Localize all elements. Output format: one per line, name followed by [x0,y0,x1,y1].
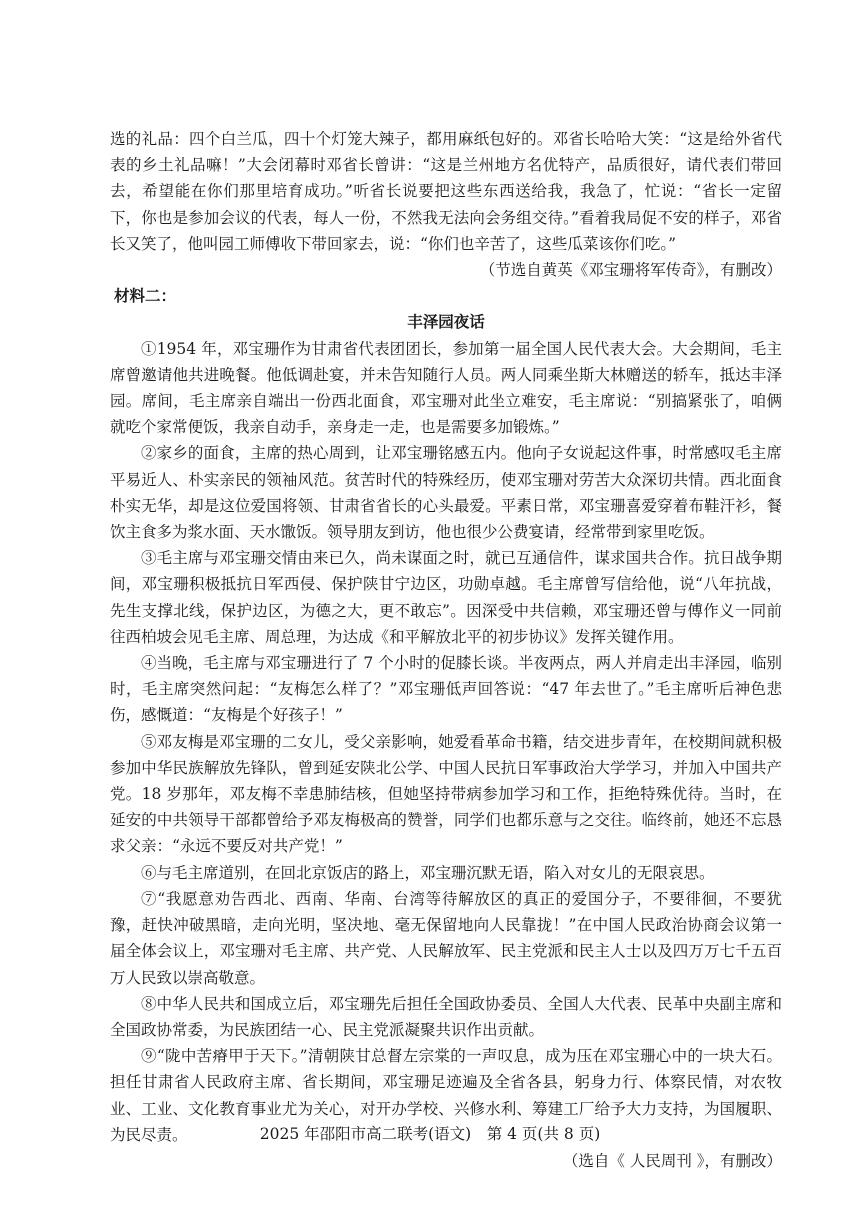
article-title: 丰泽园夜话 [407,313,485,332]
paragraph-9: ⑨“陇中苦瘠甲于天下。”清朝陕甘总督左宗棠的一声叹息，成为压在邓宝珊心中的一块大石。担任甘肃省人民政府主席、省长期间，邓宝珊足迹遍及全省各县，躬身力行、体察民情，对农牧业、工业、文化教育事业尤为关心，对开办学校、兴修水利、筹建工厂给予大力支持，为国履职、为民尽责。 [110,1047,782,1144]
paragraph-4: ④当晚，毛主席与邓宝珊进行了 7 个小时的促膝长谈。半夜两点，两人并肩走出丰泽园，临别时，毛主席突然问起：“友梅怎么样了？”邓宝珊低声回答说：“47 年去世了。”毛主席听后神色悲伤，感慨道：“友梅是个好孩子！” [110,654,782,725]
paragraph-2: ②家乡的面食，主席的热心周到，让邓宝珊铭感五内。他向子女说起这件事，时常感叹毛主席平易近人、朴实亲民的领袖风范。贫苦时代的特殊经历，使邓宝珊对劳苦大众深切共情。西北面食朴实无华，却是这位爱国将领、甘肃省省长的心头最爱。平素日常，邓宝珊喜爱穿着布鞋汗衫，餐饮主食多为浆水面、天水馓饭。领导朋友到访，他也很少公费宴请，经常带到家里吃饭。 [110,444,782,542]
source-citation-1: （节选自黄英《邓宝珊将军传奇》，有删改） [479,261,782,280]
material-2-label: 材料二： [114,287,177,306]
paragraph-7: ⑦“我愿意劝告西北、西南、华南、台湾等待解放区的真正的爱国分子，不要徘徊，不要犹豫，赶快冲破黑暗，走向光明，坚决地、毫无保留地向人民靠拢！”在中国人民政治协商会议第一届全体会议上，邓宝珊对毛主席、共产党、人民解放军、民主党派和民主人士以及四万万七千五百万人民致以崇高敬意。 [110,889,782,987]
paragraph-8: ⑧中华人民共和国成立后，邓宝珊先后担任全国政协委员、全国人大代表、民革中央副主席和全国政协常委，为民族团结一心、民主党派凝聚共识作出贡献。 [110,994,782,1039]
page-footer: 2025 年邵阳市高二联考(语文) 第 4 页(共 8 页) [259,1125,601,1143]
paragraph-1: ①1954 年，邓宝珊作为甘肃省代表团团长，参加第一届全国人民代表大会。大会期间，毛主席曾邀请他共进晚餐。他低调赴宴，并未告知随行人员。两人同乘坐斯大林赠送的轿车，抵达丰泽园。席间，毛主席亲自端出一份西北面食，邓宝珊对此坐立难安，毛主席说：“别搞紧张了，咱俩就吃个家常便饭，我亲自动手，亲身走一走，也是需要多加锻炼。” [110,339,782,437]
continuation-paragraph: 选的礼品：四个白兰瓜，四十个灯笼大辣子，都用麻纸包好的。邓省长哈哈大笑：“这是给外省代表的乡土礼品嘛！”大会闭幕时邓省长曾讲：“这是兰州地方名优特产，品质很好，请代表们带回去，希望能在你们那里培育成功。”听省长说要把这些东西送给我，我急了，忙说：“省长一定留下，你也是参加会议的代表，每人一份，不然我无法向会务组交待。”看着我局促不安的样子，邓省长又笑了，他叫园工师傅收下带回家去，说：“你们也辛苦了，这些瓜菜该你们吃。” [110,130,782,253]
paragraph-3: ③毛主席与邓宝珊交情由来已久，尚未谋面之时，就已互通信件，谋求国共合作。抗日战争期间，邓宝珊积极抵抗日军西侵、保护陕甘宁边区，功勋卓越。毛主席曾写信给他，说“八年抗战，先生支撑北线，保护边区，为德之大，更不敢忘”。因深受中共信赖，邓宝珊还曾与傅作义一同前往西柏坡会见毛主席、周总理，为达成《和平解放北平的初步协议》发挥关键作用。 [110,549,782,646]
paragraph-5: ⑤邓友梅是邓宝珊的二女儿，受父亲影响，她爱看革命书籍，结交进步青年，在校期间就积极参加中华民族解放先锋队，曾到延安陕北公学、中国人民抗日军事政治大学学习，并加入中国共产党。18 岁那年，邓友梅不幸患肺结核，但她坚持带病参加学习和工作，拒绝特殊优待。当时，在延安的中共领导干部都曾给予邓友梅极高的赞誉，同学们也都乐意与之交往。临终前，她还不忘恳求父亲：“永远不要反对共产党！” [110,732,782,856]
source-citation-2: （选自《 人民周刊 》，有删改） [562,1151,782,1170]
paragraph-6: ⑥与毛主席道别，在回北京饭店的路上，邓宝珊沉默无语，陷入对女儿的无限哀思。 [141,863,715,882]
